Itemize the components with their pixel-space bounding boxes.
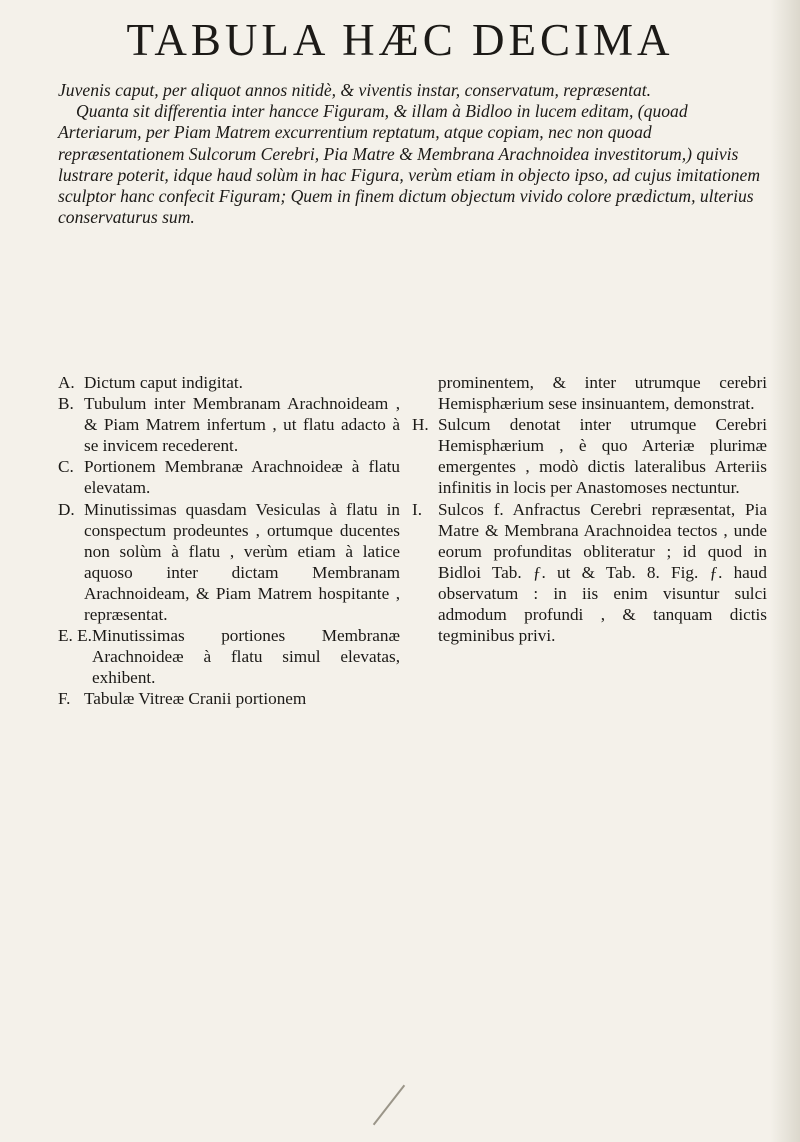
legend-text: Dictum caput indigitat. bbox=[84, 373, 243, 392]
legend-key: H. bbox=[412, 415, 429, 435]
ink-mark bbox=[373, 1085, 405, 1126]
legend-entry-f bbox=[58, 688, 400, 709]
legend-left-column bbox=[58, 372, 400, 710]
legend-key: E. E. bbox=[58, 626, 92, 646]
legend-entry-h bbox=[412, 414, 767, 498]
intro-text bbox=[58, 80, 768, 228]
page-title: TABULA HÆC DECIMA bbox=[126, 15, 674, 65]
legend-entry-e bbox=[58, 625, 400, 688]
legend-entry-c bbox=[58, 456, 400, 498]
intro-paragraph-2: Quanta sit differentia inter hancce Figuram, & illam à Bidloo in lucem editam, (quoad Arteriarum, per Piam Matrem excurrentium reptatum, atque copiam, nec non quoad repræsentationem Sulcorum Cerebri, Pia Matre & Membrana Arachnoidea investitorum,) quivis lustrare poterit, idque haud solùm in hac Figura, verùm etiam in objecto ipso, ad cujus imitationem sculptor hanc confecit Figuram; Quem in finem dictum objectum vivido colore prædictum, ulterius conservaturus sum. bbox=[58, 101, 761, 228]
legend-entry-f-continued bbox=[412, 372, 767, 414]
legend-key: B. bbox=[58, 394, 74, 414]
intro-paragraph-1: Juvenis caput, per aliquot annos nitidè, & viventis instar, conservatum, repræsentat. bbox=[58, 80, 652, 100]
legend-text: Tabulæ Vitreæ Cranii portionem bbox=[84, 689, 307, 709]
legend-text: Minutissimas portiones Membranæ Arachnoideæ à flatu simul elevatas, exhibent. bbox=[92, 626, 400, 688]
legend-text: Sulcos f. Anfractus Cerebri repræsentat, Pia Matre & Membrana Arachnoidea tectos , unde eorum profunditas obliteratur ; id quod in Bidloi Tab. ƒ. ut & Tab. 8. Fig. ƒ. haud observatum : in iis enim visuntur sulci admodum profundi , & tanquam dictis tegminibus privi. bbox=[438, 499, 767, 646]
legend-entry-b bbox=[58, 393, 400, 456]
legend-text: Portionem Membranæ Arachnoideæ à flatu elevatam. bbox=[84, 457, 400, 498]
legend-entry-d bbox=[58, 499, 400, 626]
legend-text: prominentem, & inter utrumque cerebri Hemisphærium sese insinuantem, demonstrat. bbox=[438, 373, 767, 414]
legend-entry-i bbox=[412, 499, 767, 647]
legend-key: A. bbox=[58, 373, 75, 392]
legend-key: F. bbox=[58, 689, 71, 709]
legend-right-column bbox=[412, 372, 767, 646]
legend-key: D. bbox=[58, 499, 75, 519]
legend-text: Tubulum inter Membranam Arachnoideam , & Piam Matrem infertum , ut flatu adacto à se invicem recederent. bbox=[84, 394, 400, 456]
legend-text: Minutissimas quasdam Vesiculas à flatu in conspectum prodeuntes , ortumque ducentes non solùm à flatu , verùm etiam à latice aquoso inter dictam Membranam Arachnoideam, & Piam Matrem hospitante , repræsentat. bbox=[84, 499, 400, 625]
page-edge-shadow bbox=[770, 0, 800, 1142]
legend-key: C. bbox=[58, 457, 74, 477]
legend-key: I. bbox=[412, 499, 423, 519]
legend-entry-a bbox=[58, 372, 400, 393]
legend-text: Sulcum denotat inter utrumque Cerebri Hemisphærium , è quo Arteriæ plurimæ emergentes , modò dictis lateralibus Arteriis infinitis in locis per Anastomoses nectuntur. bbox=[438, 415, 767, 498]
